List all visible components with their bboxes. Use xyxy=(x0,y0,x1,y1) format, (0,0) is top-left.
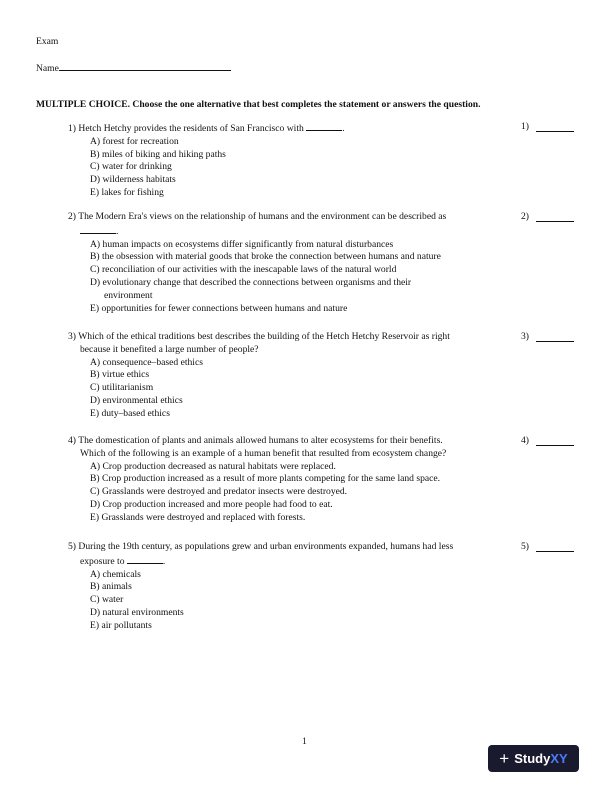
option-b[interactable]: B) virtue ethics xyxy=(90,369,150,381)
option-d-line1: D) evolutionary change that described the connections between organisms and their xyxy=(90,276,412,288)
logo-text-xy: XY xyxy=(550,751,568,766)
stem-end: . xyxy=(342,123,345,134)
option-d[interactable]: D) wilderness habitats xyxy=(90,174,176,186)
option-a[interactable]: A) forest for recreation xyxy=(90,135,179,147)
stem-continued: Which of the following is an example of a human benefit that resulted from ecosystem change? xyxy=(80,447,447,459)
question-stem xyxy=(68,211,508,224)
option-a[interactable]: A) human impacts on ecosystems differ significantly from natural disturbances xyxy=(90,238,394,250)
option-a[interactable]: A) Crop production decreased as natural habitats were replaced. xyxy=(90,460,336,472)
stem-text: Hetch Hetchy provides the residents of San Francisco with xyxy=(78,123,304,134)
name-line xyxy=(59,60,231,71)
question-stem xyxy=(68,435,508,448)
option-e[interactable]: E) duty–based ethics xyxy=(90,407,170,419)
answer-line-4[interactable] xyxy=(536,435,574,446)
answer-line-5[interactable] xyxy=(536,541,574,552)
stem-text: The Modern Era's views on the relationship of humans and the environment can be described as xyxy=(78,211,447,222)
stem-continued: because it benefited a large number of people? xyxy=(80,343,259,355)
question-stem xyxy=(68,121,508,136)
studyxy-logo[interactable] xyxy=(488,745,579,772)
question-2 xyxy=(68,211,508,315)
option-b[interactable]: B) animals xyxy=(90,581,132,593)
question-stem-continued xyxy=(68,224,508,239)
answer-number-5: 5) xyxy=(521,541,529,552)
answer-blank xyxy=(80,224,116,234)
question-number: 5) xyxy=(68,541,76,552)
option-e[interactable]: E) opportunities for fewer connections between humans and nature xyxy=(90,302,348,314)
option-c[interactable]: C) Grasslands were destroyed and predator insects were destroyed. xyxy=(90,486,348,498)
question-number: 2) xyxy=(68,211,76,222)
question-number: 4) xyxy=(68,435,76,446)
option-d-line2: environment xyxy=(104,289,153,301)
option-e[interactable]: E) Grasslands were destroyed and replaced with forests. xyxy=(90,511,306,523)
option-e[interactable]: E) lakes for fishing xyxy=(90,186,164,198)
stem-text-2: exposure to xyxy=(80,555,125,567)
option-c[interactable]: C) water for drinking xyxy=(90,161,172,173)
option-c[interactable]: C) reconciliation of our activities with the inescapable laws of the natural world xyxy=(90,264,397,276)
option-d[interactable]: D) natural environments xyxy=(90,606,184,618)
answer-blank xyxy=(306,121,342,131)
option-a[interactable]: A) chemicals xyxy=(90,568,141,580)
question-stem xyxy=(68,331,508,344)
instructions: MULTIPLE CHOICE. Choose the one alternative that best completes the statement or answers the question. xyxy=(36,99,481,110)
logo-text-study: Study xyxy=(514,751,551,766)
name-field[interactable] xyxy=(36,60,231,74)
plus-icon: + xyxy=(499,749,510,768)
question-3 xyxy=(68,331,508,421)
option-d[interactable] xyxy=(68,277,508,303)
option-b[interactable]: B) miles of biking and hiking paths xyxy=(90,148,226,160)
question-5 xyxy=(68,541,508,633)
question-number: 1) xyxy=(68,123,76,134)
answer-number-3: 3) xyxy=(521,331,529,342)
stem-end: . xyxy=(116,225,119,237)
answer-number-4: 4) xyxy=(521,435,529,446)
option-e[interactable]: E) air pollutants xyxy=(90,619,152,631)
option-d[interactable]: D) environmental ethics xyxy=(90,394,183,406)
question-1 xyxy=(68,121,508,200)
option-c[interactable]: C) water xyxy=(90,594,124,606)
question-stem xyxy=(68,541,508,554)
page-number: 1 xyxy=(302,736,307,747)
answer-line-1[interactable] xyxy=(536,121,574,132)
option-c[interactable]: C) utilitarianism xyxy=(90,382,154,394)
answer-number-1: 1) xyxy=(521,121,529,132)
answer-blank xyxy=(127,554,163,564)
question-4 xyxy=(68,435,508,525)
stem-end: . xyxy=(162,555,166,567)
name-label: Name xyxy=(36,63,59,74)
stem-continued xyxy=(68,554,508,569)
option-b[interactable]: B) the obsession with material goods that broke the connection between humans and nature xyxy=(90,251,441,263)
question-number: 3) xyxy=(68,331,76,342)
stem-text: Which of the ethical traditions best describes the building of the Hetch Hetchy Reservoir as right xyxy=(78,331,450,342)
stem-text: The domestication of plants and animals allowed humans to alter ecosystems for their benefits. xyxy=(78,435,443,446)
answer-number-2: 2) xyxy=(521,211,529,222)
answer-line-3[interactable] xyxy=(536,331,574,342)
answer-line-2[interactable] xyxy=(536,211,574,222)
option-d[interactable]: D) Crop production increased and more people had food to eat. xyxy=(90,498,333,510)
exam-label: Exam xyxy=(36,36,59,47)
option-a[interactable]: A) consequence–based ethics xyxy=(90,356,203,368)
stem-text: During the 19th century, as populations grew and urban environments expanded, humans had less xyxy=(78,541,454,552)
option-b[interactable]: B) Crop production increased as a result of more plants competing for the same land space. xyxy=(90,473,441,485)
